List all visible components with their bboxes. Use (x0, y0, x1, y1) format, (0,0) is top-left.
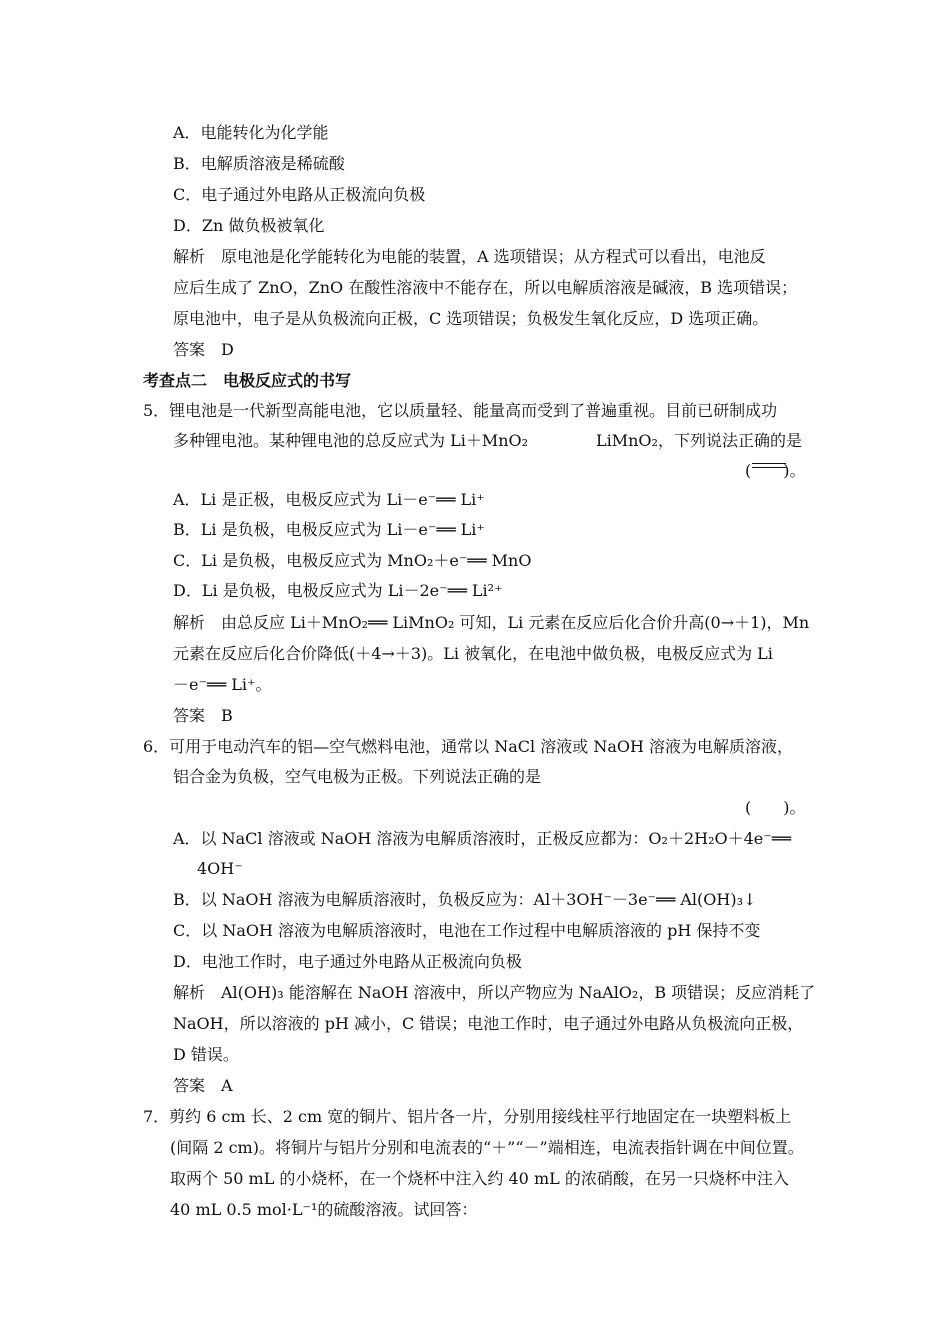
q4-analysis-line-3: 原电池中，电子是从负极流向正极，C 选项错误；负极发生氧化反应，D 选项正确。 (173, 309, 769, 328)
q4-analysis-line-2: 应后生成了 ZnO，ZnO 在酸性溶液中不能存在，所以电解质溶液是碱液，B 选项错误； (173, 278, 798, 297)
q5-option-c: C．Li 是负极，电极反应式为 MnO₂＋e⁻══ MnO (173, 551, 532, 570)
q6-option-c: C．以 NaOH 溶液为电解质溶液时，电池在工作过程中电解质溶液的 pH 保持不变 (173, 921, 761, 940)
q6-analysis-line-1: 解析 Al(OH)₃ 能溶解在 NaOH 溶液中，所以产物应为 NaAlO₂，B 项错误；反应消耗了 (173, 983, 816, 1002)
q6-analysis-line-3: D 错误。 (173, 1045, 239, 1064)
section-title: 考查点二 电极反应式的书写 (143, 371, 352, 390)
q4-answer: 答案 D (173, 340, 234, 359)
q4-option-a: A．电能转化为化学能 (173, 123, 329, 142)
q4-analysis-line-1: 解析 原电池是化学能转化为电能的装置，A 选项错误；从方程式可以看出，电池反 (173, 247, 766, 266)
q7-stem-line-4: 40 mL 0.5 mol·L⁻¹的硫酸溶液。试回答： (170, 1200, 478, 1219)
q5-analysis-line-2: 元素在反应后化合价降低(＋4→＋3)。Li 被氧化，在电池中做负极，电极反应式为 Li (173, 644, 773, 663)
q5-analysis-line-1: 解析 由总反应 Li＋MnO₂══ LiMnO₂ 可知，Li 元素在反应后化合价升高(0→＋1)，Mn (173, 613, 810, 632)
q4-option-d: D．Zn 做负极被氧化 (173, 216, 325, 235)
q5-option-a: A．Li 是正极，电极反应式为 Li－e⁻══ Li⁺ (173, 490, 485, 509)
q7-stem-line-1: 7．剪约 6 cm 长、2 cm 宽的铜片、铝片各一片，分别用接线柱平行地固定在一块塑料板上 (143, 1107, 792, 1126)
q6-option-d: D．电池工作时，电子通过外电路从正极流向负极 (173, 952, 522, 971)
q6-analysis-line-2: NaOH，所以溶液的 pH 减小，C 错误；电池工作时，电子通过外电路从负极流向正极， (173, 1014, 804, 1033)
q5-stem-line-1: 5．锂电池是一代新型高能电池，它以质量轻、能量高而受到了普遍重视。目前已研制成功 (143, 401, 778, 420)
q6-answer: 答案 A (173, 1076, 233, 1095)
q5-stem-line-2-left: 多种锂电池。某种锂电池的总反应式为 Li＋MnO₂ (173, 431, 529, 450)
q6-option-b: B．以 NaOH 溶液为电解质溶液时，负极反应为：Al＋3OH⁻－3e⁻══ Al(OH)₃↓ (173, 890, 757, 909)
q5-answer: 答案 B (173, 706, 233, 725)
reaction-double-line-icon (752, 462, 786, 470)
q5-option-d: D．Li 是负极，电极反应式为 Li－2e⁻══ Li²⁺ (173, 581, 503, 600)
q7-stem-line-3: 取两个 50 mL 的小烧杯，在一个烧杯中注入约 40 mL 的浓硝酸，在另一只烧杯中注入 (170, 1169, 789, 1188)
q6-answer-bracket: ( )。 (745, 798, 806, 817)
q6-stem-line-2: 铝合金为负极，空气电极为正极。下列说法正确的是 (173, 767, 542, 786)
q7-stem-line-2: (间隔 2 cm)。将铜片与铝片分别和电流表的“＋”“－”端相连，电流表指针调在中间位置。 (170, 1138, 804, 1157)
q5-analysis-line-3: －e⁻══ Li⁺。 (173, 675, 272, 694)
q4-option-b: B．电解质溶液是稀硫酸 (173, 154, 345, 173)
q6-option-a-line-1: A．以 NaCl 溶液或 NaOH 溶液为电解质溶液时，正极反应都为：O₂＋2H₂O＋4e⁻══ (173, 829, 791, 848)
q5-stem-line-2-right: LiMnO₂，下列说法正确的是 (596, 431, 802, 450)
q6-stem-line-1: 6．可用于电动汽车的铝—空气燃料电池，通常以 NaCl 溶液或 NaOH 溶液为电解质溶液， (143, 737, 794, 756)
q5-option-b: B．Li 是负极，电极反应式为 Li－e⁻══ Li⁺ (173, 520, 485, 539)
q5-answer-bracket: ( )。 (745, 461, 806, 480)
q6-option-a-line-2: 4OH⁻ (197, 859, 243, 878)
q4-option-c: C．电子通过外电路从正极流向负极 (173, 185, 426, 204)
